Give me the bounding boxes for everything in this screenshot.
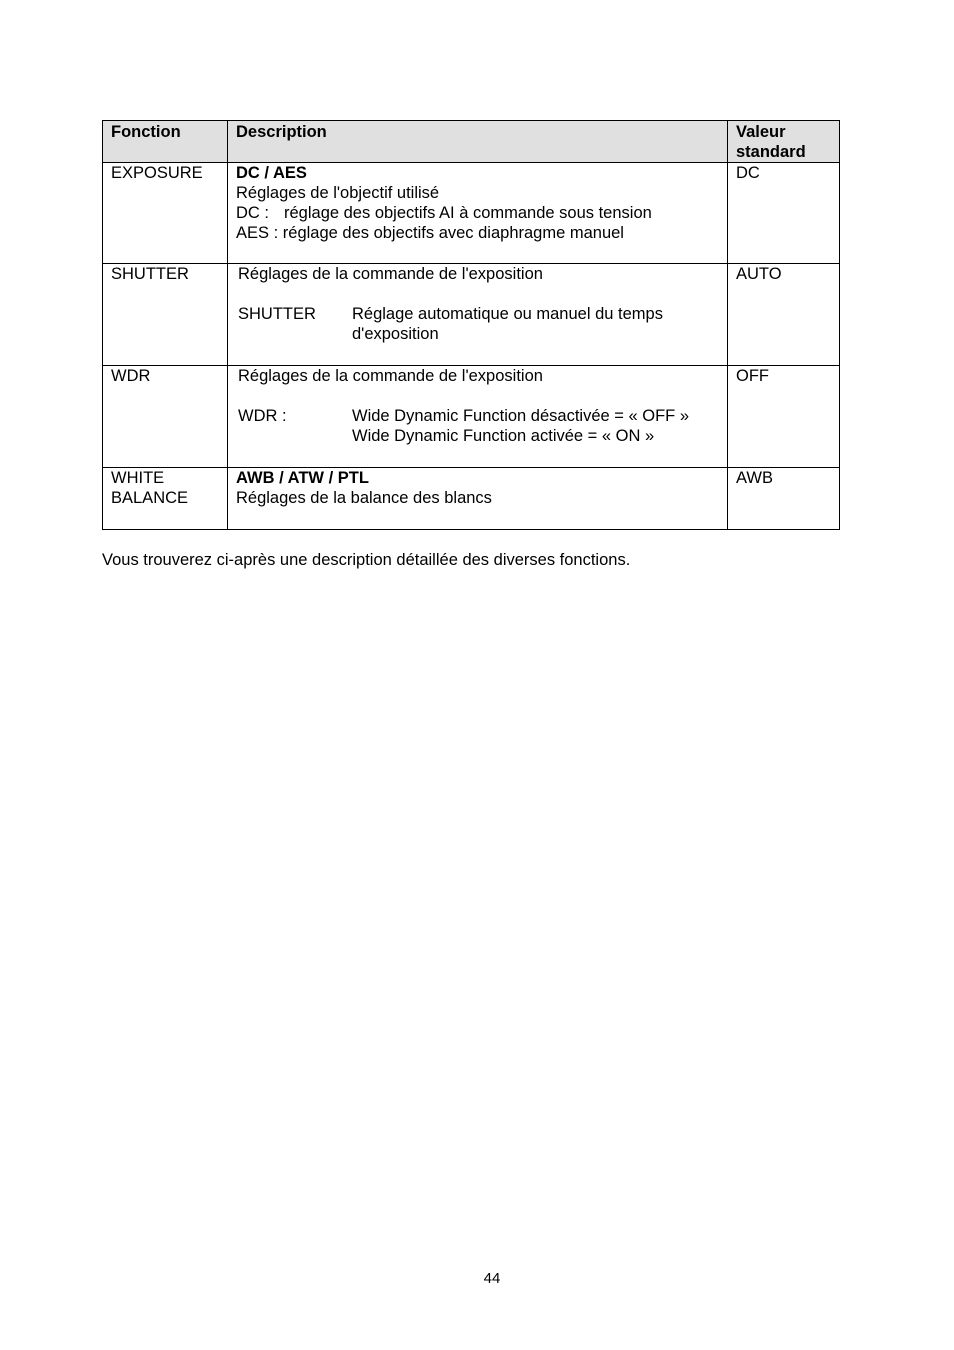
wdr-key: WDR : — [238, 407, 287, 425]
exposure-title: DC / AES — [236, 164, 307, 182]
shutter-text-line2: d'exposition — [352, 325, 439, 343]
header-valeur-line1: Valeur — [736, 123, 786, 141]
exposure-dc-line — [236, 203, 719, 223]
wdr-detail — [238, 406, 719, 446]
wdr-intro: Réglages de la commande de l'exposition — [238, 367, 543, 385]
shutter-key: SHUTTER — [238, 305, 316, 323]
exposure-dc-key: DC : — [236, 204, 269, 222]
cell-description-wdr — [228, 366, 728, 468]
header-valeur-line2: standard — [736, 143, 806, 161]
white-balance-title: AWB / ATW / PTL — [236, 469, 369, 487]
exposure-aes-line: AES : réglage des objectifs avec diaphragme manuel — [236, 224, 624, 242]
header-valeur — [728, 121, 840, 163]
wdr-text-line1: Wide Dynamic Function désactivée = « OFF » — [352, 407, 690, 425]
cell-fonction-exposure: EXPOSURE — [103, 163, 228, 264]
cell-description-shutter — [228, 264, 728, 366]
shutter-intro: Réglages de la commande de l'exposition — [238, 265, 543, 283]
cell-fonction-white-balance — [103, 468, 228, 530]
header-description: Description — [228, 121, 728, 163]
shutter-text-line1: Réglage automatique ou manuel du temps — [352, 305, 663, 323]
header-fonction: Fonction — [103, 121, 228, 163]
white-balance-label-line1: WHITE — [111, 469, 165, 487]
cell-value-wdr: OFF — [728, 366, 840, 468]
table-header-row — [103, 121, 840, 163]
cell-value-white-balance: AWB — [728, 468, 840, 530]
shutter-detail — [238, 304, 719, 344]
exposure-dc-text: réglage des objectifs AI à commande sous tension — [284, 204, 652, 222]
white-balance-subtitle: Réglages de la balance des blancs — [236, 489, 492, 507]
exposure-subtitle: Réglages de l'objectif utilisé — [236, 184, 440, 202]
table-row-white-balance — [103, 468, 840, 530]
table-row-wdr — [103, 366, 840, 468]
function-table — [102, 120, 840, 530]
page-number: 44 — [483, 1270, 501, 1287]
white-balance-label-line2: BALANCE — [111, 489, 189, 507]
cell-fonction-shutter: SHUTTER — [103, 264, 228, 366]
body-paragraph: Vous trouverez ci-après une description détaillée des diverses fonctions. — [102, 551, 631, 569]
cell-description-exposure — [228, 163, 728, 264]
cell-value-shutter: AUTO — [728, 264, 840, 366]
cell-value-exposure: DC — [728, 163, 840, 264]
table-row-shutter — [103, 264, 840, 366]
cell-description-white-balance — [228, 468, 728, 530]
cell-fonction-wdr: WDR — [103, 366, 228, 468]
table-row-exposure — [103, 163, 840, 264]
wdr-text-line2: Wide Dynamic Function activée = « ON » — [352, 427, 655, 445]
